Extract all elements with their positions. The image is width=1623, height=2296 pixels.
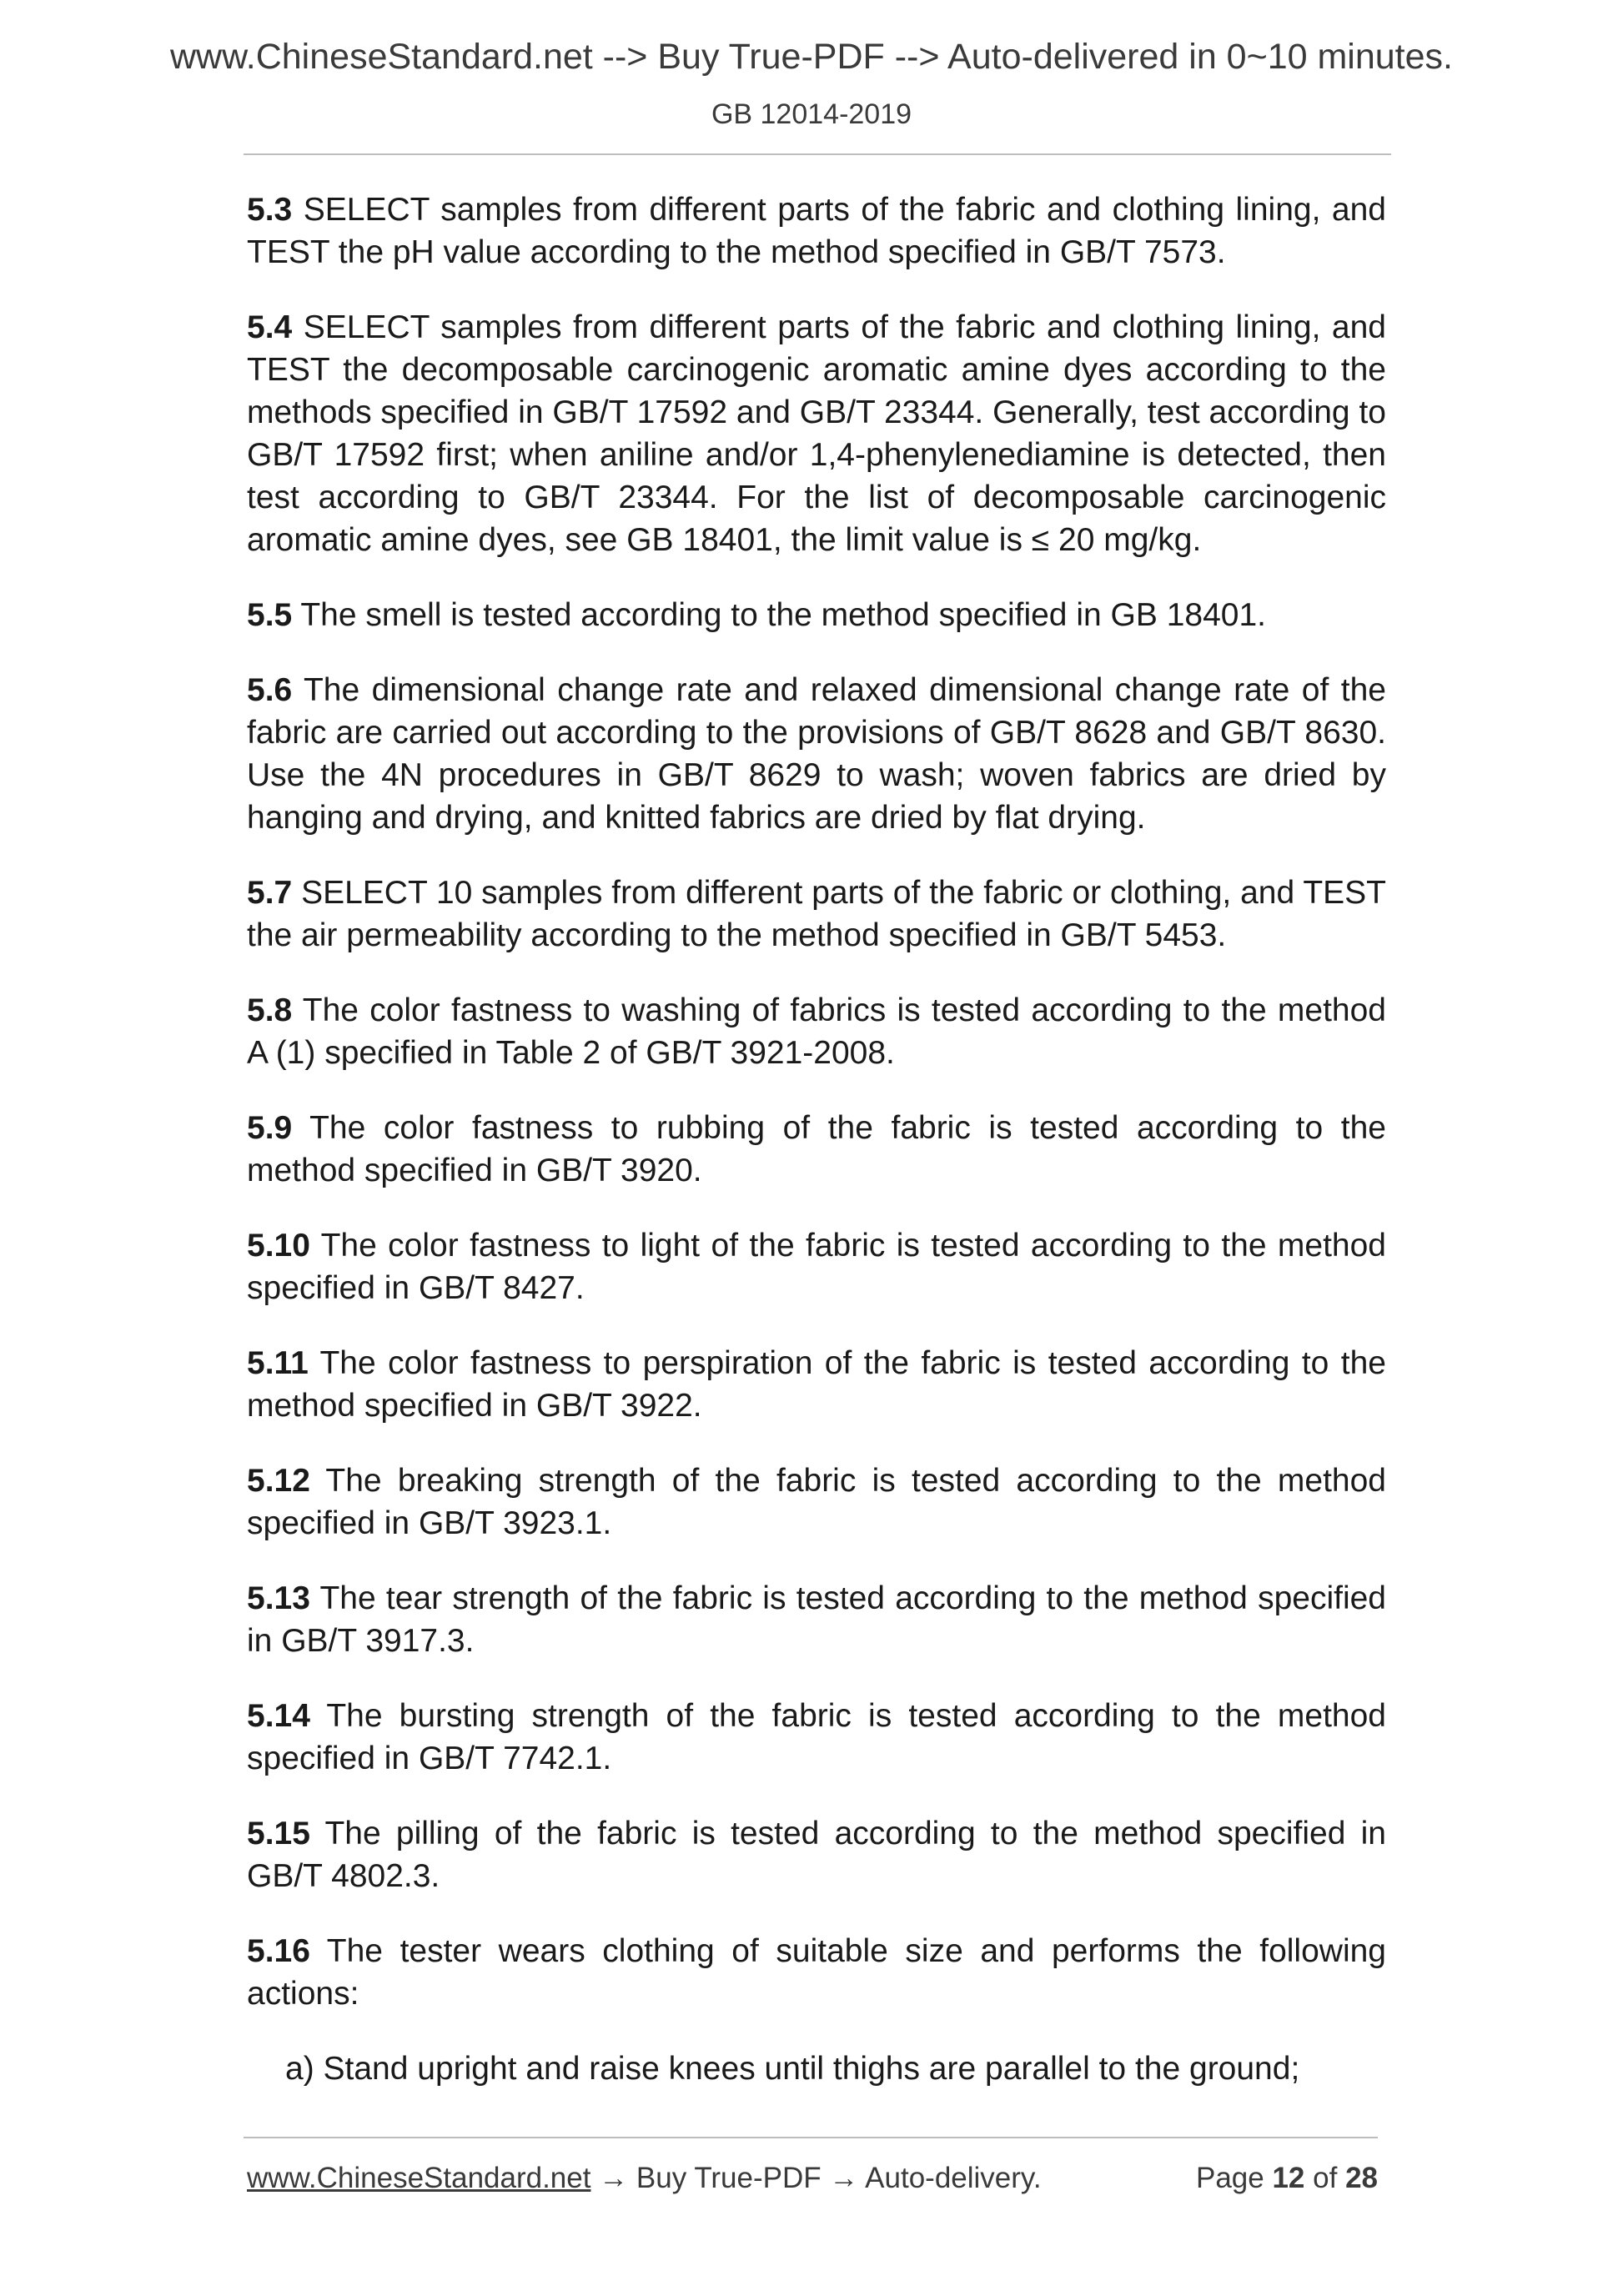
clause-number: 5.6 <box>247 672 293 708</box>
clause-text: The color fastness to rubbing of the fabric is tested according to the method specified in GB/T 3920. <box>247 1110 1386 1188</box>
clause-number: 5.15 <box>247 1816 310 1851</box>
list-item-a: a) Stand upright and raise knees until thighs are parallel to the ground; <box>285 2051 1300 2087</box>
footer-promo <box>247 2162 1042 2195</box>
page-footer <box>247 2162 1378 2195</box>
document-body <box>247 188 1386 2090</box>
clause-number: 5.10 <box>247 1228 310 1264</box>
clause-5-6 <box>247 669 1386 839</box>
clause-5-4 <box>247 306 1386 561</box>
clause-number: 5.9 <box>247 1110 293 1146</box>
clause-5-10 <box>247 1224 1386 1309</box>
footer-divider <box>244 2137 1378 2138</box>
clause-5-12 <box>247 1459 1386 1545</box>
clause-text: The tear strength of the fabric is tested according to the method specified in GB/T 3917.3. <box>247 1580 1386 1659</box>
page-indicator <box>1196 2162 1378 2195</box>
clause-text: The smell is tested according to the method specified in GB 18401. <box>292 597 1266 633</box>
clause-text: The bursting strength of the fabric is tested according to the method specified in GB/T 7742.1. <box>247 1698 1386 1776</box>
standard-code: GB 12014-2019 <box>711 98 912 130</box>
clause-5-8 <box>247 989 1386 1074</box>
footer-site-link[interactable]: www.ChineseStandard.net <box>247 2162 591 2194</box>
clause-text: The color fastness to perspiration of the fabric is tested according to the method specified in GB/T 3922. <box>247 1345 1386 1424</box>
clause-number: 5.3 <box>247 192 293 228</box>
clause-5-14 <box>247 1695 1386 1780</box>
clause-number: 5.11 <box>247 1345 309 1381</box>
clause-number: 5.13 <box>247 1580 310 1616</box>
clause-number: 5.12 <box>247 1463 310 1499</box>
clause-5-5 <box>247 594 1386 636</box>
clause-number: 5.8 <box>247 992 293 1028</box>
clause-text: The color fastness to washing of fabrics is tested according to the method A (1) specified in Table 2 of GB/T 3921-2008. <box>247 992 1386 1071</box>
clause-number: 5.5 <box>247 597 293 633</box>
footer-promo-text: → Buy True-PDF → Auto-delivery. <box>590 2162 1042 2194</box>
clause-text: The color fastness to light of the fabric is tested according to the method specified in GB/T 8427. <box>247 1228 1386 1306</box>
clause-text: SELECT samples from different parts of the fabric and clothing lining, and TEST the decomposable carcinogenic aromatic amine dyes according to the methods specified in GB/T 17592 and GB/T 23344. Generally, test according to GB/T 17592 first; when aniline and/or 1,4-phenylenediamine is detected, then test according to GB/T 23344. For the list of decomposable carcinogenic aromatic amine dyes, see GB 18401, the limit value is ≤ 20 mg/kg. <box>247 309 1386 558</box>
clause-5-15 <box>247 1812 1386 1897</box>
clause-number: 5.16 <box>247 1933 310 1969</box>
clause-text: The pilling of the fabric is tested according to the method specified in GB/T 4802.3. <box>247 1816 1386 1894</box>
clause-5-13 <box>247 1577 1386 1662</box>
header-divider <box>244 153 1391 155</box>
clause-5-3 <box>247 188 1386 274</box>
page-total: 28 <box>1345 2162 1378 2194</box>
clause-text: The tester wears clothing of suitable size and performs the following actions: <box>247 1933 1386 2012</box>
clause-5-11 <box>247 1342 1386 1427</box>
of-label: of <box>1313 2162 1338 2194</box>
clause-5-7 <box>247 872 1386 957</box>
clause-number: 5.7 <box>247 875 293 911</box>
page-label: Page <box>1195 2162 1264 2194</box>
clause-text: SELECT 10 samples from different parts of the fabric or clothing, and TEST the air permeability according to the method specified in GB/T 5453. <box>247 875 1386 953</box>
clause-number: 5.14 <box>247 1698 310 1734</box>
clause-text: The breaking strength of the fabric is tested according to the method specified in GB/T 3923.1. <box>247 1463 1386 1541</box>
clause-number: 5.4 <box>247 309 293 345</box>
top-banner: www.ChineseStandard.net --> Buy True-PDF --> Auto-delivered in 0~10 minutes. <box>169 37 1453 77</box>
clause-text: SELECT samples from different parts of the fabric and clothing lining, and TEST the pH value according to the method specified in GB/T 7573. <box>247 192 1386 270</box>
clause-5-16 <box>247 1930 1386 2015</box>
page-number: 12 <box>1272 2162 1305 2194</box>
clause-text: The dimensional change rate and relaxed dimensional change rate of the fabric are carried out according to the provisions of GB/T 8628 and GB/T 8630. Use the 4N procedures in GB/T 8629 to wash; woven fabrics are dried by hanging and drying, and knitted fabrics are dried by flat drying. <box>247 672 1386 836</box>
clause-5-9 <box>247 1107 1386 1192</box>
